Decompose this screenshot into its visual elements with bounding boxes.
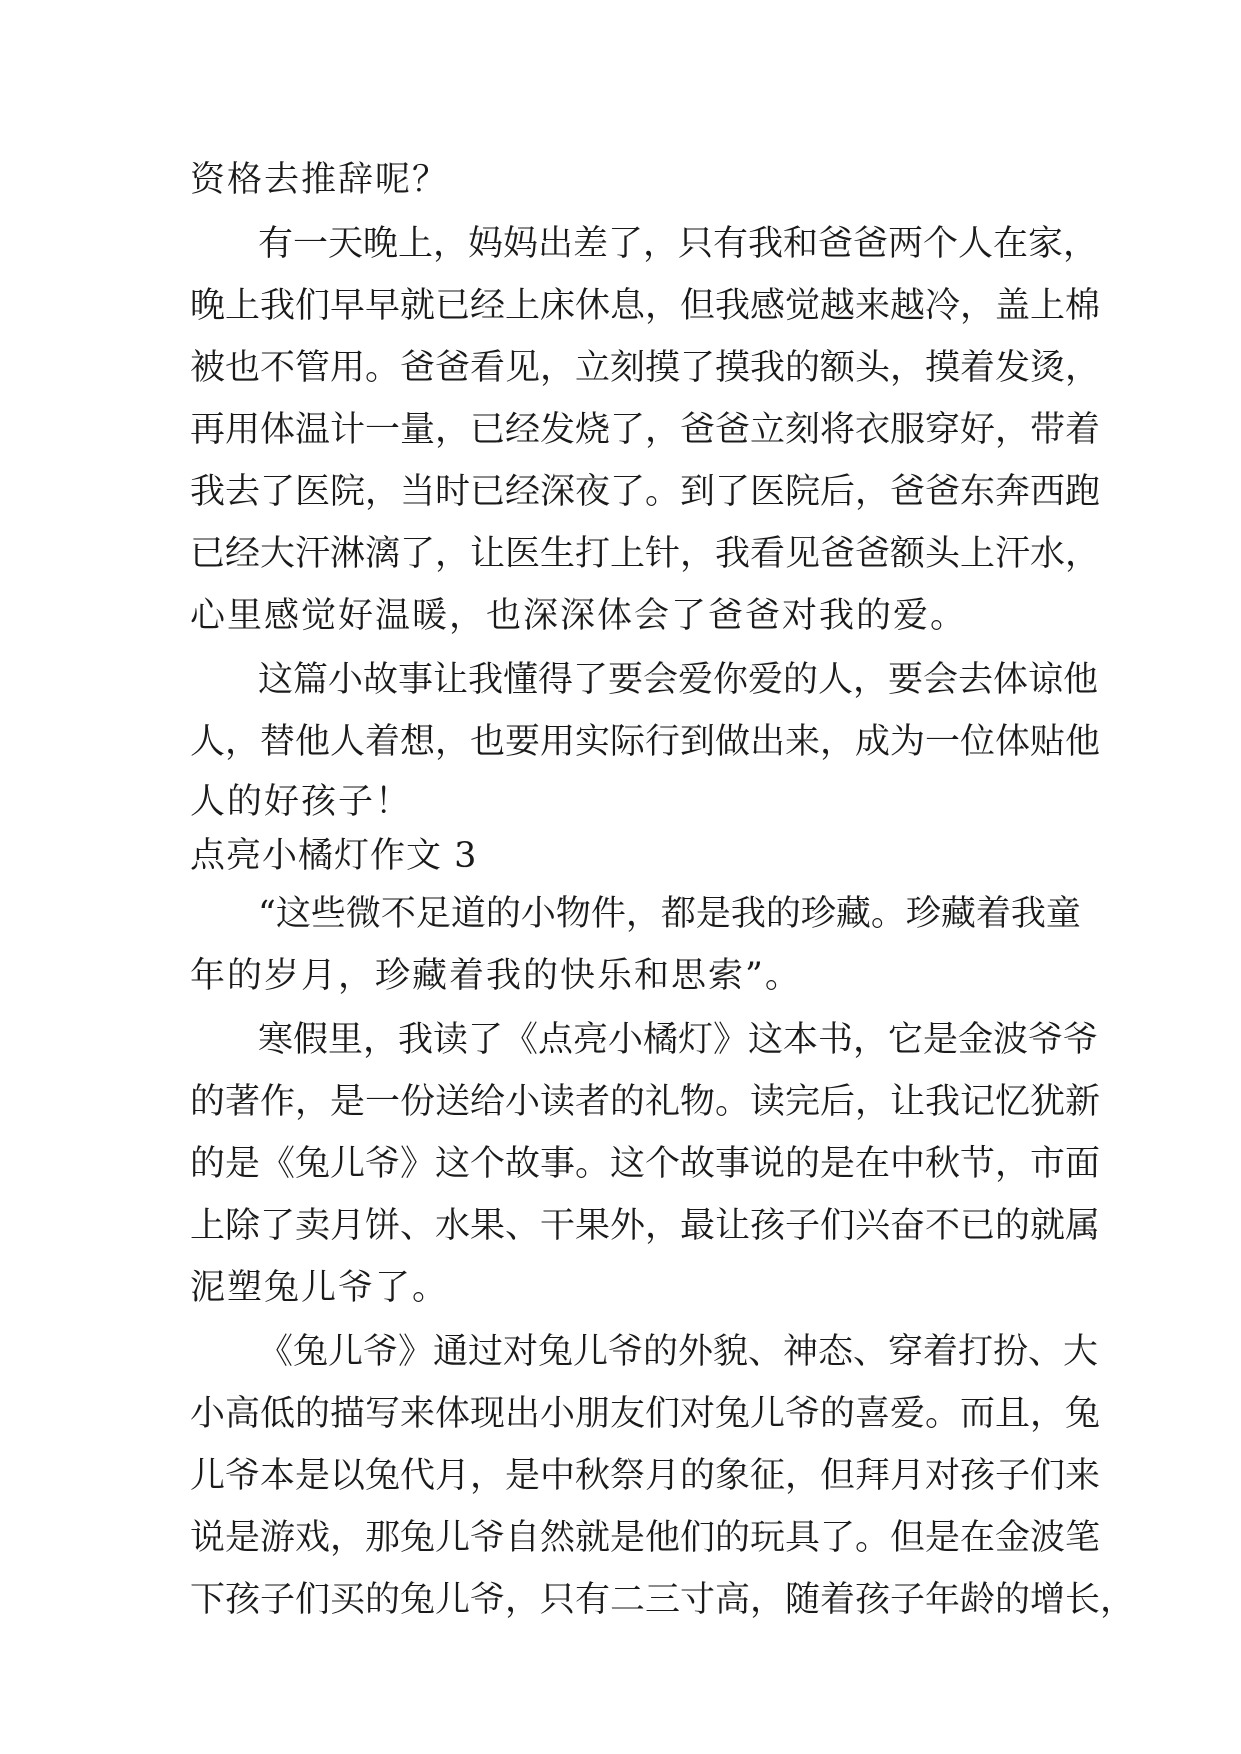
paragraph-start-line: 这篇小故事让我懂得了要会爱你爱的人，要会去体谅他: [258, 660, 1099, 700]
text-line: 晚上我们早早就已经上床休息，但我感觉越来越冷，盖上棉: [190, 286, 1101, 326]
text-line: 我去了医院，当时已经深夜了。到了医院后，爸爸东奔西跑: [190, 472, 1101, 512]
text-line: 说是游戏，那兔儿爷自然就是他们的玩具了。但是在金波笔: [190, 1518, 1101, 1558]
text-line: 下孩子们买的兔儿爷，只有二三寸高，随着孩子年龄的增长，: [190, 1580, 1136, 1620]
text-line: 已经大汗淋漓了，让医生打上针，我看见爸爸额头上汗水，: [190, 534, 1101, 574]
text-line: 上除了卖月饼、水果、干果外，最让孩子们兴奋不已的就属: [190, 1206, 1101, 1246]
paragraph-start-line: 有一天晚上，妈妈出差了，只有我和爸爸两个人在家，: [258, 224, 1099, 264]
section-heading: 点亮小橘灯作文 3: [190, 836, 478, 876]
text-line: 人，替他人着想，也要用实际行到做出来，成为一位体贴他: [190, 722, 1101, 762]
text-line: 儿爷本是以兔代月，是中秋祭月的象征，但拜月对孩子们来: [190, 1456, 1101, 1496]
paragraph-start-line: 寒假里，我读了《点亮小橘灯》这本书，它是金波爷爷: [258, 1020, 1099, 1060]
text-line: 泥塑兔儿爷了。: [190, 1268, 450, 1308]
text-line: 的是《兔儿爷》这个故事。这个故事说的是在中秋节，市面: [190, 1144, 1101, 1184]
text-line: 资格去推辞呢？: [190, 160, 450, 200]
text-line: 的著作，是一份送给小读者的礼物。读完后，让我记忆犹新: [190, 1082, 1101, 1122]
paragraph-start-line: “这些微不足道的小物件，都是我的珍藏。珍藏着我童: [258, 894, 1081, 934]
text-line: 人的好孩子！: [190, 782, 413, 822]
text-line: 被也不管用。爸爸看见，立刻摸了摸我的额头，摸着发烫，: [190, 348, 1101, 388]
text-line: 小高低的描写来体现出小朋友们对兔儿爷的喜爱。而且，兔: [190, 1394, 1101, 1434]
text-line: 再用体温计一量，已经发烧了，爸爸立刻将衣服穿好，带着: [190, 410, 1101, 450]
paragraph-start-line: 《兔儿爷》通过对兔儿爷的外貌、神态、穿着打扮、大: [258, 1332, 1099, 1372]
text-line: 年的岁月，珍藏着我的快乐和思索”。: [190, 956, 802, 996]
text-line: 心里感觉好温暖，也深深体会了爸爸对我的爱。: [190, 596, 968, 636]
